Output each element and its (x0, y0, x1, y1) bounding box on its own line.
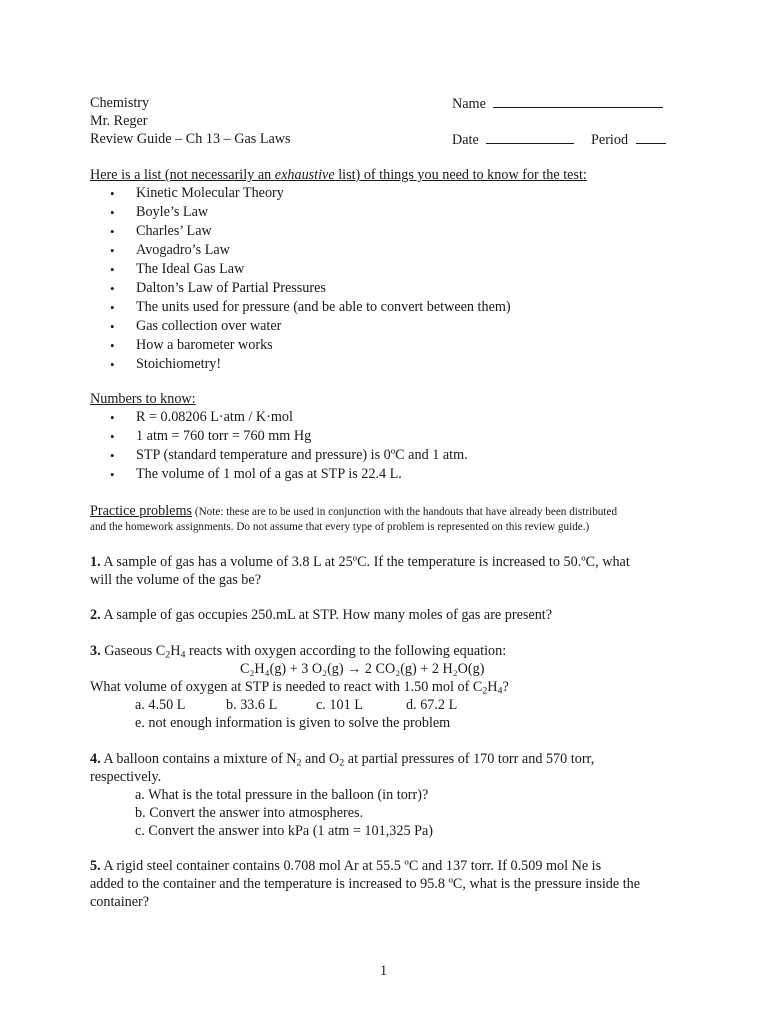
list-item: • Gas collection over water (110, 317, 511, 336)
intro-text-emphasis: exhaustive (274, 167, 335, 183)
problem-4-part-c: c. Convert the answer into kPa (1 atm = 101,325 Pa) (135, 823, 433, 839)
intro-text-pre: Here is a list (not necessarily an (90, 167, 275, 183)
formula-subscript: 2 (339, 757, 345, 769)
list-item: • Charles’ Law (110, 222, 511, 241)
problem-text: A balloon contains a mixture of N (100, 751, 297, 767)
date-label: Date (452, 132, 479, 148)
choice-a: a. 4.50 L (135, 697, 186, 713)
problem-number: 1. (90, 554, 101, 570)
problem-text: A rigid steel container contains 0.708 mol Ar at 55.5 ºC and 137 torr. If 0.509 mol Ne is (100, 858, 602, 874)
period-label: Period (591, 132, 629, 148)
period-field[interactable] (591, 130, 666, 149)
formula-part: ? (502, 679, 509, 695)
formula-subscript: 4 (497, 685, 503, 697)
problem-5-continued: container? (90, 894, 150, 910)
intro-text-post: list) of things you need to know for the test: (334, 167, 587, 183)
list-item: • Avogadro’s Law (110, 241, 511, 260)
list-item: • STP (standard temperature and pressure) is 0ºC and 1 atm. (110, 446, 468, 465)
problem-3-question (90, 678, 509, 696)
document-title: Review Guide – Ch 13 – Gas Laws (90, 131, 291, 147)
formula-subscript: 2 (165, 649, 171, 661)
problem-2 (90, 606, 552, 624)
list-item: • The volume of 1 mol of a gas at STP is 22.4 L. (110, 465, 468, 484)
know-list (110, 184, 511, 374)
name-blank[interactable] (493, 94, 663, 108)
formula-part: H (487, 679, 498, 695)
problem-4-continued: respectively. (90, 769, 162, 785)
problem-number: 5. (90, 858, 101, 874)
list-item: • Boyle’s Law (110, 203, 511, 222)
problem-3 (90, 642, 506, 660)
chemical-equation: C₂H₄(g) + 3 O₂(g) → 2 CO₂(g) + 2 H₂O(g) (240, 661, 485, 677)
numbers-heading: Numbers to know: (90, 391, 196, 407)
list-item: • The Ideal Gas Law (110, 260, 511, 279)
problem-text: at partial pressures of 170 torr and 570 torr, (344, 751, 595, 767)
problem-number: 4. (90, 751, 101, 767)
date-field[interactable] (452, 130, 574, 149)
problem-text: A sample of gas occupies 250.mL at STP. How many moles of gas are present? (100, 607, 553, 623)
list-item: • Stoichiometry! (110, 355, 511, 374)
list-item: • How a barometer works (110, 336, 511, 355)
period-blank[interactable] (636, 130, 666, 144)
teacher-name: Mr. Reger (90, 113, 148, 129)
problem-text: A sample of gas has a volume of 3.8 L at 25ºC. If the temperature is increased to 50.ºC, what (100, 554, 630, 570)
name-field[interactable] (452, 94, 663, 113)
problem-4-part-a: a. What is the total pressure in the balloon (in torr)? (135, 787, 429, 803)
date-blank[interactable] (486, 130, 574, 144)
list-item: • Dalton’s Law of Partial Pressures (110, 279, 511, 298)
problem-text: reacts with oxygen according to the following equation: (185, 643, 507, 659)
practice-note-continued: and the homework assignments. Do not assume that every type of problem is represented on this review guide.) (90, 521, 590, 533)
formula-subscript: 2 (296, 757, 302, 769)
page-number: 1 (380, 963, 388, 979)
name-label: Name (452, 96, 486, 112)
formula-part: H (170, 643, 181, 659)
choice-e: e. not enough information is given to solve the problem (135, 715, 451, 731)
practice-note: (Note: these are to be used in conjunction with the handouts that have already been distributed (192, 506, 618, 518)
problem-text: What volume of oxygen at STP is needed to react with 1.50 mol of C (90, 679, 483, 695)
problem-4-part-b: b. Convert the answer into atmospheres. (135, 805, 364, 821)
problem-1-continued: will the volume of the gas be? (90, 572, 261, 588)
list-item: • The units used for pressure (and be able to convert between them) (110, 298, 511, 317)
problem-number: 2. (90, 607, 101, 623)
subject-label: Chemistry (90, 95, 150, 111)
list-item: • Kinetic Molecular Theory (110, 184, 511, 203)
formula-part: Gaseous C (100, 643, 166, 659)
list-item: • 1 atm = 760 torr = 760 mm Hg (110, 427, 468, 446)
problem-5-continued: added to the container and the temperature is increased to 95.8 ºC, what is the pressure inside the (90, 876, 641, 892)
practice-heading: Practice problems (90, 503, 193, 519)
choice-c: c. 101 L (316, 697, 363, 713)
problem-5 (90, 857, 601, 875)
numbers-list (110, 408, 468, 484)
problem-text: and O (301, 751, 340, 767)
problem-4 (90, 750, 594, 768)
formula-subscript: 2 (482, 685, 488, 697)
choice-d: d. 67.2 L (406, 697, 458, 713)
problem-1 (90, 553, 630, 571)
choice-b: b. 33.6 L (226, 697, 278, 713)
list-item: • R = 0.08206 L·atm / K·mol (110, 408, 468, 427)
know-list-intro (90, 166, 587, 184)
problem-number: 3. (90, 643, 101, 659)
formula-subscript: 4 (180, 649, 186, 661)
